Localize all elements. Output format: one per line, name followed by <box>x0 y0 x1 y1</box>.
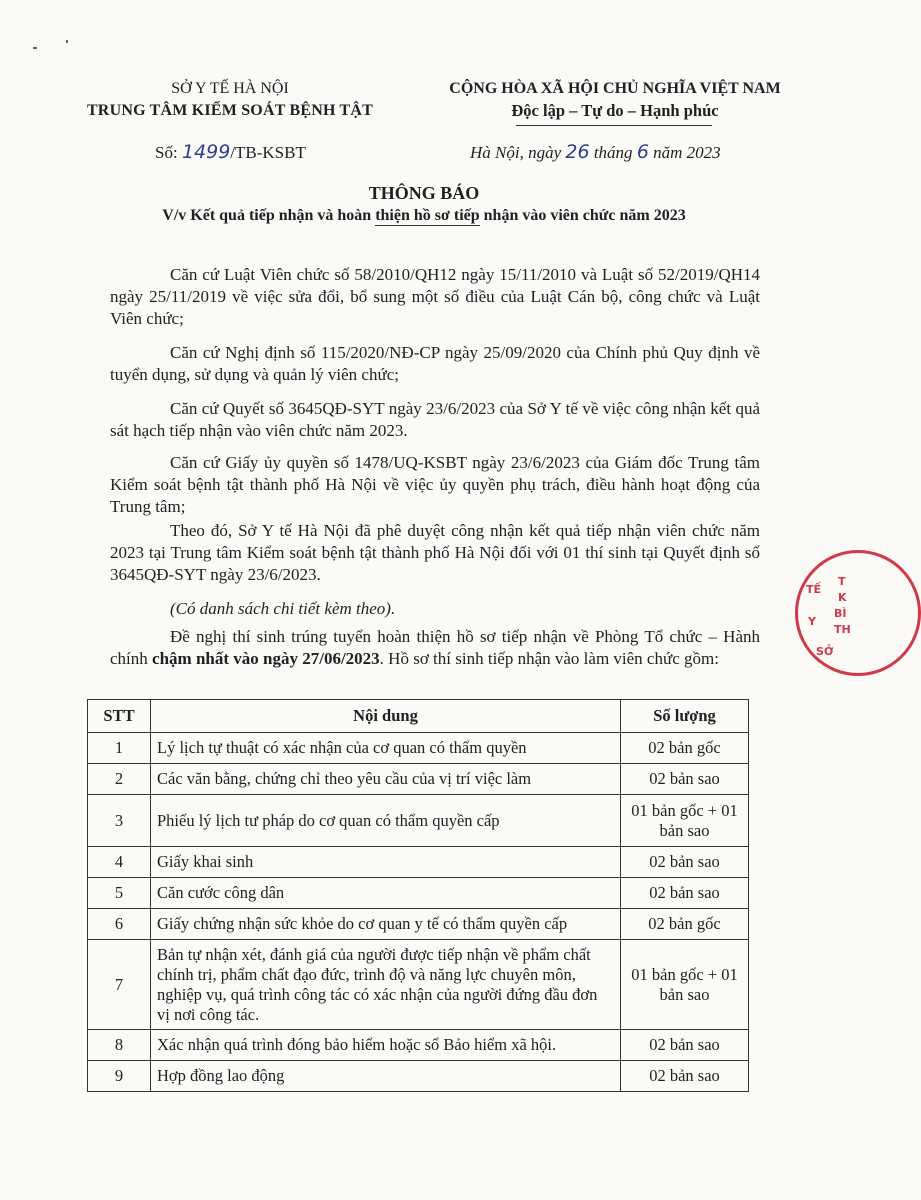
header-stt: STT <box>88 700 151 733</box>
attachment-note: (Có danh sách chi tiết kèm theo). <box>170 599 396 618</box>
paragraph-legal-basis-3: Căn cứ Quyết số 3645QĐ-SYT ngày 23/6/2023 của Sở Y tế về việc công nhận kết quả sát hạch tiếp nhận vào viên chức năm 2023. <box>110 399 760 440</box>
deadline: chậm nhất vào ngày 27/06/2023 <box>152 649 380 668</box>
parent-agency: SỞ Y TẾ HÀ NỘI <box>171 80 289 97</box>
official-seal: T K BÌ TH Y TẾ SỞ <box>795 550 921 676</box>
paragraph-legal-basis-1: Căn cứ Luật Viên chức số 58/2010/QH12 ngày 15/11/2010 và Luật số 52/2019/QH14 ngày 25/11/2019 về việc sửa đổi, bổ sung một số điều của Luật Cán bộ, công chức và Luật Viên chức; <box>110 265 760 328</box>
issuing-organization <box>80 78 380 122</box>
date-prefix: Hà Nội, ngày <box>470 143 562 162</box>
document-subtitle: V/v Kết quả tiếp nhận và hoàn thiện hồ sơ tiếp nhận vào viên chức năm 2023 <box>162 207 686 224</box>
paragraph-legal-basis-2: Căn cứ Nghị định số 115/2020/NĐ-CP ngày 25/09/2020 của Chính phủ Quy định về tuyển dụng, sử dụng và quản lý viên chức; <box>110 343 760 384</box>
scan-speck <box>66 40 68 43</box>
scan-speck <box>33 47 37 49</box>
issue-date <box>470 141 721 163</box>
motto-underline <box>516 125 712 126</box>
table-row: 2 Các văn bằng, chứng chỉ theo yêu cầu của vị trí việc làm 02 bản sao <box>88 764 749 795</box>
table-row: 3 Phiếu lý lịch tư pháp do cơ quan có thẩm quyền cấp 01 bản gốc + 01 bản sao <box>88 795 749 847</box>
year-label: năm 2023 <box>653 143 721 162</box>
month-label: tháng <box>593 143 633 162</box>
paragraph-request: Đề nghị thí sinh trúng tuyển hoàn thiện hồ sơ tiếp nhận về Phòng Tổ chức – Hành chính chậm nhất vào ngày 27/06/2023. Hồ sơ thí sinh tiếp nhận vào làm viên chức gồm: <box>110 627 760 668</box>
table-row: 6 Giấy chứng nhận sức khỏe do cơ quan y tế có thẩm quyền cấp 02 bản gốc <box>88 909 749 940</box>
required-documents-table <box>87 699 749 1092</box>
national-motto: Độc lập – Tự do – Hạnh phúc <box>511 101 719 120</box>
country-name: CỘNG HÒA XÃ HỘI CHỦ NGHĨA VIỆT NAM <box>449 80 781 97</box>
handwritten-number: 1499 <box>181 141 231 163</box>
number-label: Số: <box>155 143 178 162</box>
number-suffix: /TB-KSBT <box>230 143 306 162</box>
handwritten-day: 26 <box>565 141 590 163</box>
handwritten-month: 6 <box>636 141 649 163</box>
header-quantity: Số lượng <box>621 700 749 733</box>
document-title: THÔNG BÁO <box>368 183 480 203</box>
document-number <box>155 141 306 163</box>
agency-name: TRUNG TÂM KIỂM SOÁT BỆNH TẬT <box>86 102 374 119</box>
table-row: 7 Bản tự nhận xét, đánh giá của người được tiếp nhận về phẩm chất chính trị, phẩm chất đạo đức, trình độ và năng lực chuyên môn, nghiệp vụ, quá trình công tác có xác nhận của người đứng đầu đơn vị nơi công tác. 01 bản gốc + 01 bản sao <box>88 940 749 1030</box>
table-row: 1 Lý lịch tự thuật có xác nhận của cơ quan có thẩm quyền 02 bản gốc <box>88 733 749 764</box>
paragraph-legal-basis-4: Căn cứ Giấy ủy quyền số 1478/UQ-KSBT ngày 23/6/2023 của Giám đốc Trung tâm Kiểm soát bệnh tật thành phố Hà Nội về việc ủy quyền phụ trách, điều hành hoạt động của Trung tâm; <box>110 453 760 516</box>
table-row: 9 Hợp đồng lao động 02 bản sao <box>88 1061 749 1092</box>
table-header-row <box>88 700 749 733</box>
national-header <box>420 78 810 122</box>
paragraph-approval: Theo đó, Sở Y tế Hà Nội đã phê duyệt công nhận kết quả tiếp nhận viên chức năm 2023 tại Trung tâm Kiểm soát bệnh tật thành phố Hà Nội đối với 01 thí sinh tại Quyết định số 3645QĐ-SYT ngày 23/6/2023. <box>110 521 760 584</box>
table-row: 4 Giấy khai sinh 02 bản sao <box>88 847 749 878</box>
header-content: Nội dung <box>151 700 621 733</box>
table-row: 5 Căn cước công dân 02 bản sao <box>88 878 749 909</box>
table-row: 8 Xác nhận quá trình đóng bảo hiểm hoặc sổ Bảo hiểm xã hội. 02 bản sao <box>88 1030 749 1061</box>
